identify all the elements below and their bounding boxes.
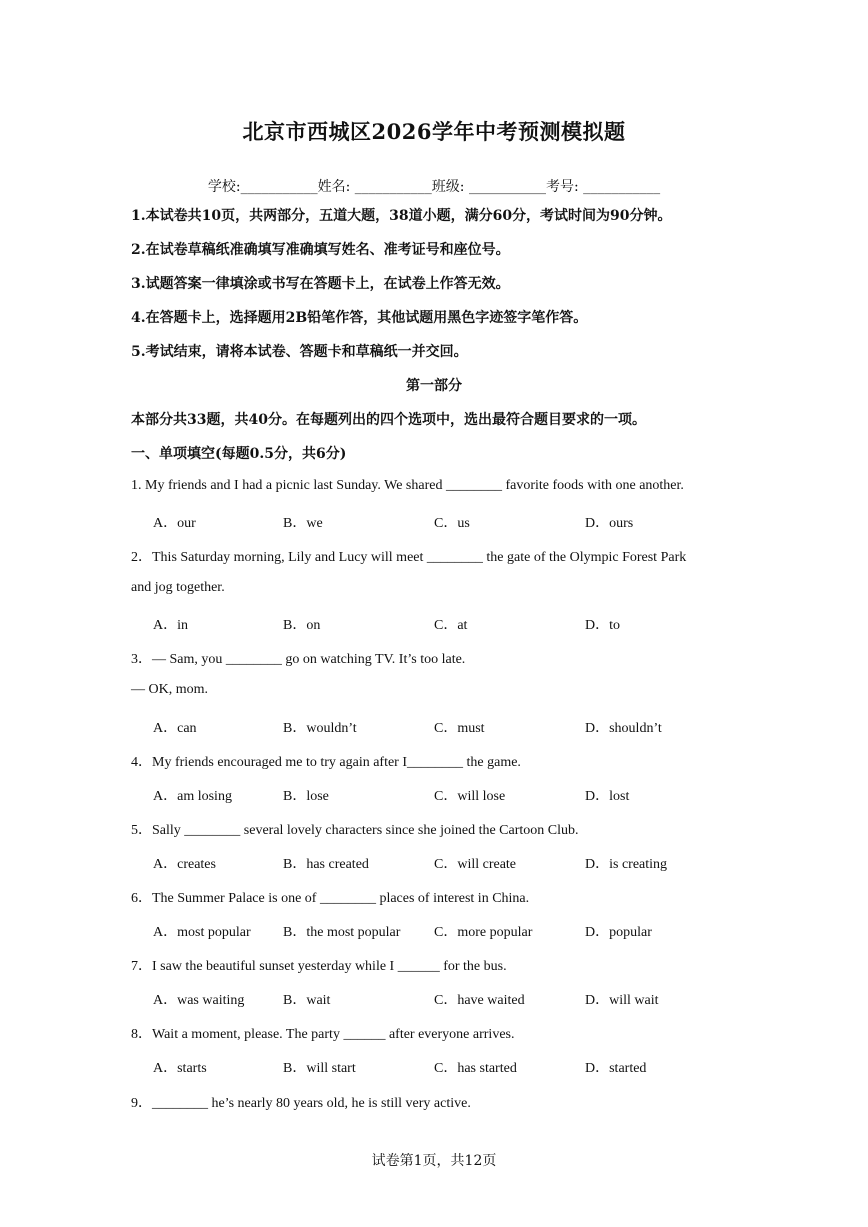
question-options	[153, 989, 773, 1009]
part-description: 本部分共33题，共40分。在每题列出的四个选项中，选出最符合题目要求的一项。	[131, 412, 646, 428]
option-a: A．was waiting	[153, 993, 245, 1008]
option-b: B．wait	[283, 993, 331, 1008]
option-b: B．we	[283, 516, 323, 531]
question-options	[153, 614, 773, 634]
question-text: 9．________ he’s nearly 80 years old, he is still very active.	[131, 1096, 471, 1111]
instruction-note: 1.本试卷共10页，共两部分，五道大题，38道小题，满分60分，考试时间为90分钟。	[131, 208, 672, 224]
section-title: 一、单项填空(每题0.5分，共6分)	[131, 446, 347, 462]
option-d: D．popular	[585, 925, 652, 940]
question-options	[153, 853, 773, 873]
option-b: B．the most popular	[283, 925, 401, 940]
option-b: B．will start	[283, 1061, 356, 1076]
question-options	[153, 1057, 773, 1077]
instruction-note: 5.考试结束，请将本试卷、答题卡和草稿纸一并交回。	[131, 344, 468, 360]
question-text: 4．My friends encouraged me to try again after I________ the game.	[131, 755, 521, 770]
question-text: 3．— Sam, you ________ go on watching TV. It’s too late.	[131, 652, 466, 667]
question-text-continued: and jog together.	[131, 580, 225, 595]
question-options	[153, 717, 773, 737]
option-b: B．on	[283, 618, 321, 633]
option-a: A．creates	[153, 857, 216, 872]
question-text: 5．Sally ________ several lovely characters since she joined the Cartoon Club.	[131, 823, 579, 838]
option-a: A．in	[153, 618, 188, 633]
option-a: A．most popular	[153, 925, 251, 940]
option-c: C．have waited	[434, 993, 525, 1008]
question-options	[153, 921, 773, 941]
part-title: 第一部分	[406, 378, 462, 394]
option-d: D．ours	[585, 516, 634, 531]
option-d: D．started	[585, 1061, 647, 1076]
option-d: D．is creating	[585, 857, 668, 872]
option-d: D．will wait	[585, 993, 659, 1008]
option-d: D．shouldn’t	[585, 721, 662, 736]
question-text: 7．I saw the beautiful sunset yesterday while I ______ for the bus.	[131, 959, 507, 974]
instruction-note: 2.在试卷草稿纸准确填写准确填写姓名、准考证号和座位号。	[131, 242, 510, 258]
option-d: D．lost	[585, 789, 630, 804]
question-text-continued: — OK, mom.	[131, 682, 208, 697]
question-options	[153, 785, 773, 805]
option-c: C．more popular	[434, 925, 533, 940]
question-text: 8．Wait a moment, please. The party ______ after everyone arrives.	[131, 1027, 515, 1042]
instruction-note: 3.试题答案一律填涂或书写在答题卡上，在试卷上作答无效。	[131, 276, 510, 292]
option-a: A．can	[153, 721, 197, 736]
student-info-line: 学校:___________姓名: ___________班级: ___________考号: ___________	[207, 179, 661, 195]
option-a: A．am losing	[153, 789, 232, 804]
question-text: 6．The Summer Palace is one of ________ places of interest in China.	[131, 891, 530, 906]
question-text: 1. My friends and I had a picnic last Sunday. We shared ________ favorite foods with one another.	[131, 478, 684, 493]
instruction-note: 4.在答题卡上，选择题用2B铅笔作答，其他试题用黑色字迹签字笔作答。	[131, 310, 588, 326]
option-c: C．will create	[434, 857, 517, 872]
option-b: B．lose	[283, 789, 329, 804]
option-c: C．at	[434, 618, 468, 633]
option-c: C．has started	[434, 1061, 517, 1076]
option-c: C．must	[434, 721, 485, 736]
option-b: B．has created	[283, 857, 369, 872]
option-d: D．to	[585, 618, 620, 633]
question-options	[153, 512, 773, 532]
option-b: B．wouldn’t	[283, 721, 357, 736]
option-a: A．our	[153, 516, 196, 531]
question-text: 2．This Saturday morning, Lily and Lucy will meet ________ the gate of the Olympic Forest Park	[131, 550, 687, 565]
exam-title: 北京市西城区2026学年中考预测模拟题	[242, 119, 626, 144]
option-c: C．us	[434, 516, 470, 531]
option-c: C．will lose	[434, 789, 506, 804]
page-footer: 试卷第1页，共12页	[371, 1153, 497, 1169]
option-a: A．starts	[153, 1061, 207, 1076]
